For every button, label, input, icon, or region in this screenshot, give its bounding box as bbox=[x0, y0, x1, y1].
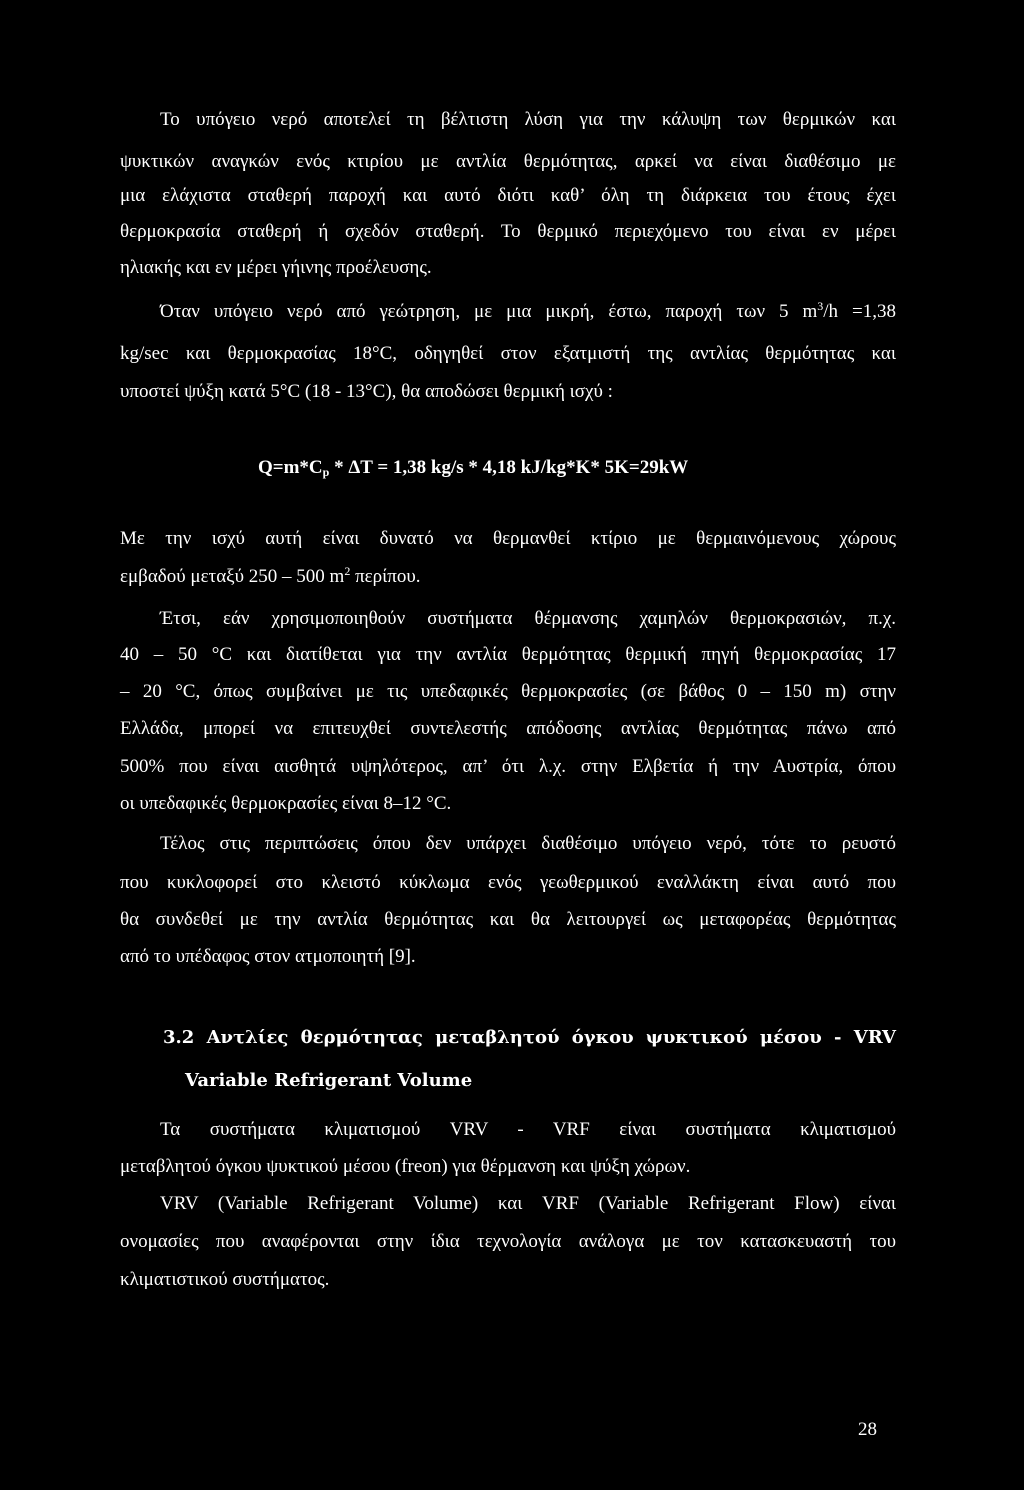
paragraph-3-line-1: Με την ισχύ αυτή είναι δυνατό να θερμανθεί κτίριο με θερμαινόμενους χώρους bbox=[120, 528, 896, 549]
paragraph-7-line-1: VRV (Variable Refrigerant Volume) και VRF (Variable Refrigerant Flow) είναι bbox=[160, 1193, 896, 1214]
paragraph-2-text-a: Όταν υπόγειο νερό από γεώτρηση, με μια μικρή, έστω, παροχή των 5 m bbox=[160, 301, 818, 322]
paragraph-4-line-5: 500% που είναι αισθητά υψηλότερος, απ’ ότι λ.χ. στην Ελβετία ή την Αυστρία, όπου bbox=[120, 756, 896, 777]
paragraph-6-line-1: Τα συστήματα κλιματισμού VRV - VRF είναι συστήματα κλιματισμού bbox=[160, 1119, 896, 1140]
paragraph-2-text-b: /h =1,38 bbox=[823, 301, 896, 322]
paragraph-5-line-2: που κυκλοφορεί στο κλειστό κύκλωμα ενός γεωθερμικού εναλλάκτη είναι αυτό που bbox=[120, 872, 896, 893]
section-heading-line-2: Variable Refrigerant Volume bbox=[185, 1070, 473, 1091]
paragraph-2-line-2: kg/sec και θερμοκρασίας 18°C, οδηγηθεί στον εξατμιστή της αντλίας θερμότητας και bbox=[120, 343, 896, 364]
paragraph-5-line-4: από το υπέδαφος στον ατμοποιητή [9]. bbox=[120, 946, 416, 967]
paragraph-1-line-3: μια ελάχιστα σταθερή παροχή και αυτό διότι καθ’ όλη τη διάρκεια του έτους έχει bbox=[120, 185, 896, 206]
paragraph-1-line-1: Το υπόγειο νερό αποτελεί τη βέλτιστη λύση για την κάλυψη των θερμικών και bbox=[160, 109, 896, 130]
paragraph-3-line-2 bbox=[120, 565, 896, 589]
formula-right: * ΔT = 1,38 kg/s * 4,18 kJ/kg*K* 5K=29kW bbox=[329, 457, 689, 478]
formula-subscript: p bbox=[322, 465, 330, 479]
page-number: 28 bbox=[858, 1419, 877, 1440]
section-heading-line-1: 3.2 Αντλίες θερμότητας μεταβλητού όγκου ψυκτικού μέσου - VRV bbox=[163, 1027, 896, 1048]
paragraph-4-line-3: – 20 °C, όπως συμβαίνει με τις υπεδαφικές θερμοκρασίες (σε βάθος 0 – 150 m) στην bbox=[120, 681, 896, 702]
paragraph-5-line-3: θα συνδεθεί με την αντλία θερμότητας και θα λειτουργεί ως μεταφορέας θερμότητας bbox=[120, 909, 896, 930]
paragraph-4-line-4: Ελλάδα, μπορεί να επιτευχθεί συντελεστής απόδοσης αντλίας θερμότητας πάνω από bbox=[120, 718, 896, 739]
cubic-superscript: 3 bbox=[817, 299, 824, 313]
paragraph-4-line-6: οι υπεδαφικές θερμοκρασίες είναι 8–12 °C. bbox=[120, 793, 452, 814]
formula-left: Q=m*C bbox=[258, 457, 323, 478]
square-superscript: 2 bbox=[344, 564, 351, 578]
heat-output-formula bbox=[258, 456, 778, 480]
paragraph-7-line-3: κλιματιστικού συστήματος. bbox=[120, 1269, 330, 1290]
paragraph-2-line-1 bbox=[160, 300, 896, 324]
paragraph-4-line-1: Έτσι, εάν χρησιμοποιηθούν συστήματα θέρμανσης χαμηλών θερμοκρασιών, π.χ. bbox=[160, 608, 896, 629]
paragraph-3-text-b: περίπου. bbox=[350, 566, 421, 587]
paragraph-1-line-4: θερμοκρασία σταθερή ή σχεδόν σταθερή. Το θερμικό περιεχόμενο του είναι εν μέρει bbox=[120, 221, 896, 242]
paragraph-3-text-a: εμβαδού μεταξύ 250 – 500 m bbox=[120, 566, 345, 587]
paragraph-7-line-2: ονομασίες που αναφέρονται στην ίδια τεχνολογία ανάλογα με τον κατασκευαστή του bbox=[120, 1231, 896, 1252]
paragraph-5-line-1: Τέλος στις περιπτώσεις όπου δεν υπάρχει διαθέσιμο υπόγειο νερό, τότε το ρευστό bbox=[160, 833, 896, 854]
paragraph-1-line-2: ψυκτικών αναγκών ενός κτιρίου με αντλία θερμότητας, αρκεί να είναι διαθέσιμο με bbox=[120, 151, 896, 172]
paragraph-1-line-5: ηλιακής και εν μέρει γήινης προέλευσης. bbox=[120, 257, 432, 278]
paragraph-2-line-3: υποστεί ψύξη κατά 5°C (18 - 13°C), θα αποδώσει θερμική ισχύ : bbox=[120, 381, 613, 402]
paragraph-6-line-2: μεταβλητού όγκου ψυκτικού μέσου (freon) για θέρμανση και ψύξη χώρων. bbox=[120, 1156, 691, 1177]
paragraph-4-line-2: 40 – 50 °C και διατίθεται για την αντλία θερμότητας θερμική πηγή θερμοκρασίας 17 bbox=[120, 644, 896, 665]
